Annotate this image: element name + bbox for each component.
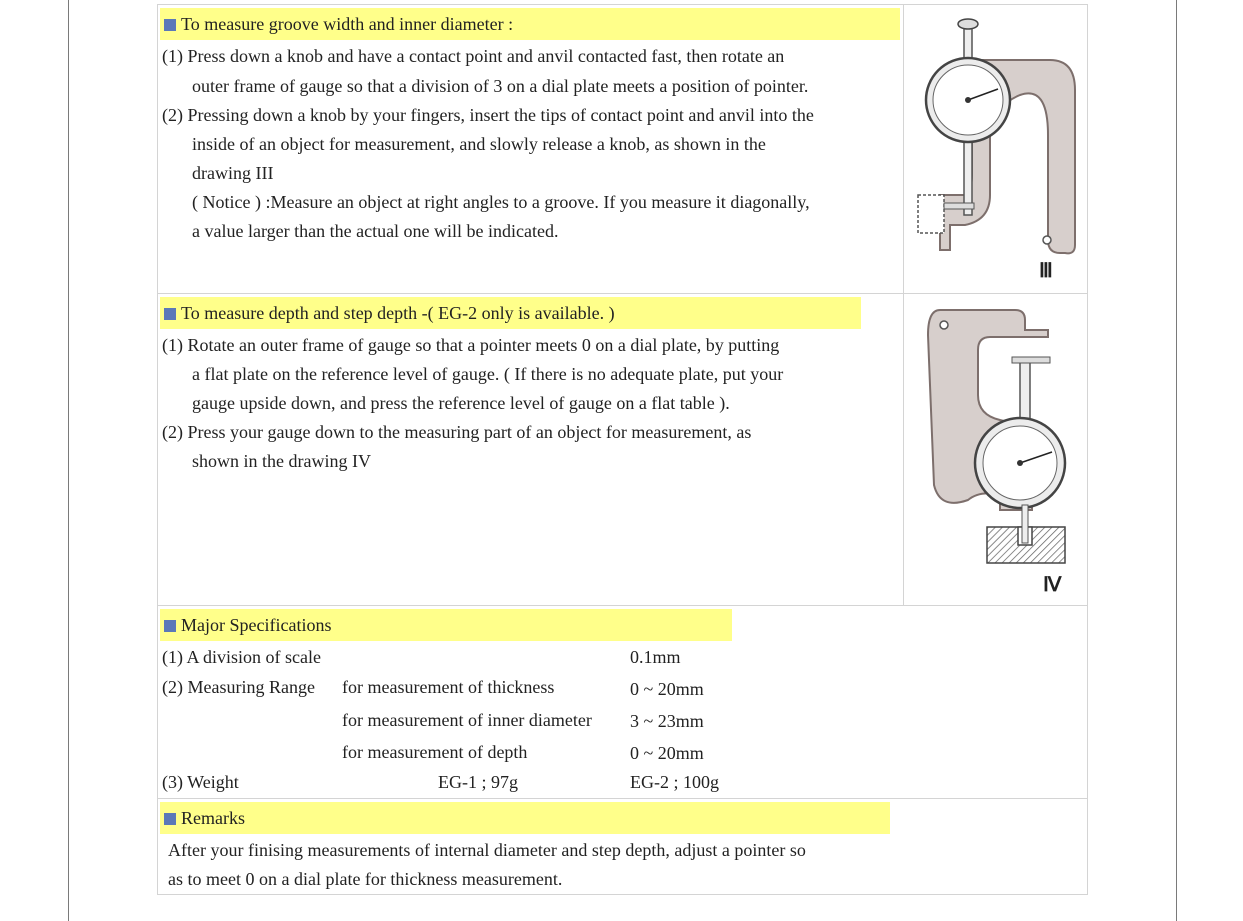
spec-thickness-sub: for measurement of thickness bbox=[342, 677, 555, 697]
groove-line-3: (2) Pressing down a knob by your fingers, insert the tips of contact point and anvil into the bbox=[162, 105, 814, 125]
groove-line-1: (1) Press down a knob and have a contact point and anvil contacted fast, then rotate an bbox=[162, 46, 785, 66]
depth-section-heading bbox=[160, 297, 861, 329]
remarks-heading bbox=[160, 802, 890, 834]
depth-line-5: shown in the drawing IV bbox=[192, 451, 371, 471]
page-right-rule bbox=[1176, 0, 1177, 921]
depth-line-3: gauge upside down, and press the reference level of gauge on a flat table ). bbox=[192, 393, 730, 413]
page-left-rule bbox=[68, 0, 69, 921]
drawing-iv-gauge-illustration bbox=[920, 305, 1075, 570]
spec-range-label: (2) Measuring Range bbox=[162, 677, 315, 697]
spec-weight-eg2: EG-2 ; 100g bbox=[630, 772, 719, 792]
bullet-square-icon bbox=[164, 813, 176, 825]
groove-line-5: drawing III bbox=[192, 163, 274, 183]
groove-heading-text: To measure groove width and inner diameter : bbox=[181, 14, 514, 34]
depth-line-2: a flat plate on the reference level of gauge. ( If there is no adequate plate, put your bbox=[192, 364, 784, 384]
groove-section-heading bbox=[160, 8, 900, 40]
specs-heading bbox=[160, 609, 732, 641]
groove-line-6: ( Notice ) :Measure an object at right angles to a groove. If you measure it diagonally, bbox=[192, 192, 810, 212]
depth-line-4: (2) Press your gauge down to the measuring part of an object for measurement, as bbox=[162, 422, 752, 442]
spec-division-value: 0.1mm bbox=[630, 647, 681, 667]
bullet-square-icon bbox=[164, 308, 176, 320]
drawing-iii-gauge-illustration bbox=[910, 15, 1080, 265]
spec-inner-diameter-sub: for measurement of inner diameter bbox=[342, 710, 592, 730]
groove-line-2: outer frame of gauge so that a division of 3 on a dial plate meets a position of pointer. bbox=[192, 76, 809, 96]
drawing-iv-label: Ⅳ bbox=[1043, 574, 1061, 596]
spec-division-label: (1) A division of scale bbox=[162, 647, 321, 667]
specs-heading-text: Major Specifications bbox=[181, 615, 332, 635]
spec-depth-sub: for measurement of depth bbox=[342, 742, 528, 762]
depth-heading-text: To measure depth and step depth -( EG-2 only is available. ) bbox=[181, 303, 615, 323]
spec-thickness-value: 0 ~ 20mm bbox=[630, 679, 704, 699]
groove-line-7: a value larger than the actual one will be indicated. bbox=[192, 221, 559, 241]
drawing-iii-label: Ⅲ bbox=[1039, 260, 1052, 282]
remarks-line-1: After your finising measurements of internal diameter and step depth, adjust a pointer so bbox=[168, 840, 806, 860]
spec-weight-eg1: EG-1 ; 97g bbox=[438, 772, 518, 792]
bullet-square-icon bbox=[164, 19, 176, 31]
groove-line-4: inside of an object for measurement, and slowly release a knob, as shown in the bbox=[192, 134, 766, 154]
depth-line-1: (1) Rotate an outer frame of gauge so that a pointer meets 0 on a dial plate, by putting bbox=[162, 335, 780, 355]
bullet-square-icon bbox=[164, 620, 176, 632]
spec-inner-diameter-value: 3 ~ 23mm bbox=[630, 711, 704, 731]
remarks-heading-text: Remarks bbox=[181, 808, 245, 828]
spec-weight-label: (3) Weight bbox=[162, 772, 239, 792]
spec-depth-value: 0 ~ 20mm bbox=[630, 743, 704, 763]
remarks-line-2: as to meet 0 on a dial plate for thickness measurement. bbox=[168, 869, 563, 889]
